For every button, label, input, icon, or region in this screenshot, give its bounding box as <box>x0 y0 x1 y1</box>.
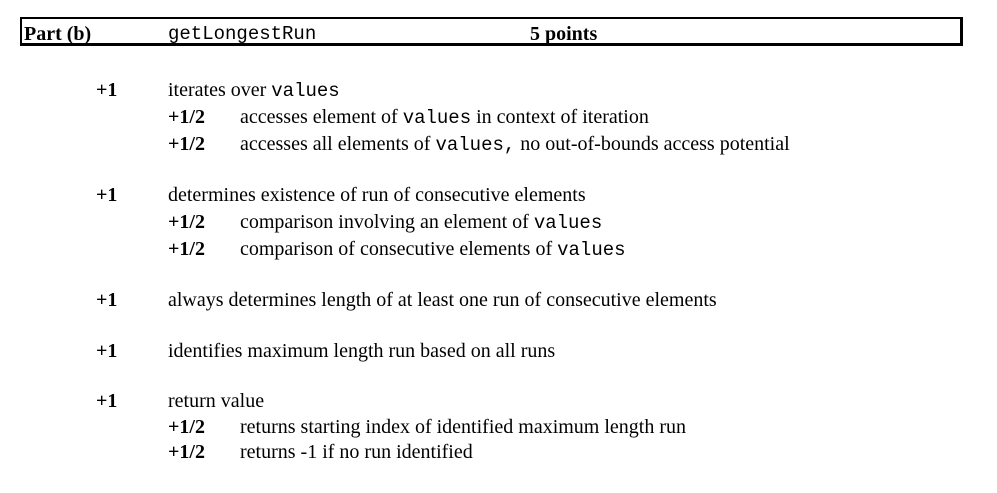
code-values: values <box>271 80 340 102</box>
criterion-5b-points: +1/2 <box>168 441 205 463</box>
criterion-5a-text: returns starting index of identified maximum length run <box>240 416 687 438</box>
criterion-1-text: iterates over values <box>168 79 340 102</box>
criterion-2b-text: comparison of consecutive elements of values <box>240 238 626 261</box>
criterion-5-points: +1 <box>96 390 118 412</box>
criterion-2b-points: +1/2 <box>168 238 205 260</box>
criterion-1b-text: accesses all elements of values, no out-of-bounds access potential <box>240 133 790 156</box>
criterion-2a-points: +1/2 <box>168 211 205 233</box>
criterion-1b-points: +1/2 <box>168 133 205 155</box>
code-values: values <box>402 107 472 129</box>
code-values: values <box>557 239 626 261</box>
criterion-1a-text: accesses element of values in context of iteration <box>240 106 649 129</box>
criterion-3-points: +1 <box>96 289 118 311</box>
criterion-3-text: always determines length of at least one run of consecutive elements <box>168 289 717 311</box>
total-points: 5 points <box>530 23 598 45</box>
criterion-1a-points: +1/2 <box>168 106 205 128</box>
criterion-4-text: identifies maximum length run based on all runs <box>168 340 556 362</box>
criterion-1-points: +1 <box>96 79 118 101</box>
code-values: values, <box>435 134 516 156</box>
criterion-4-points: +1 <box>96 340 118 362</box>
criterion-2-points: +1 <box>96 184 118 206</box>
criterion-2a-text: comparison involving an element of values <box>240 211 603 234</box>
header-box <box>20 17 963 46</box>
criterion-5a-points: +1/2 <box>168 416 205 438</box>
criterion-5-text: return value <box>168 390 265 412</box>
criterion-5b-text: returns -1 if no run identified <box>240 441 473 463</box>
part-label: Part (b) <box>24 23 92 45</box>
method-name: getLongestRun <box>168 23 317 45</box>
code-values: values <box>533 212 603 234</box>
criterion-2-text: determines existence of run of consecutive elements <box>168 184 586 206</box>
